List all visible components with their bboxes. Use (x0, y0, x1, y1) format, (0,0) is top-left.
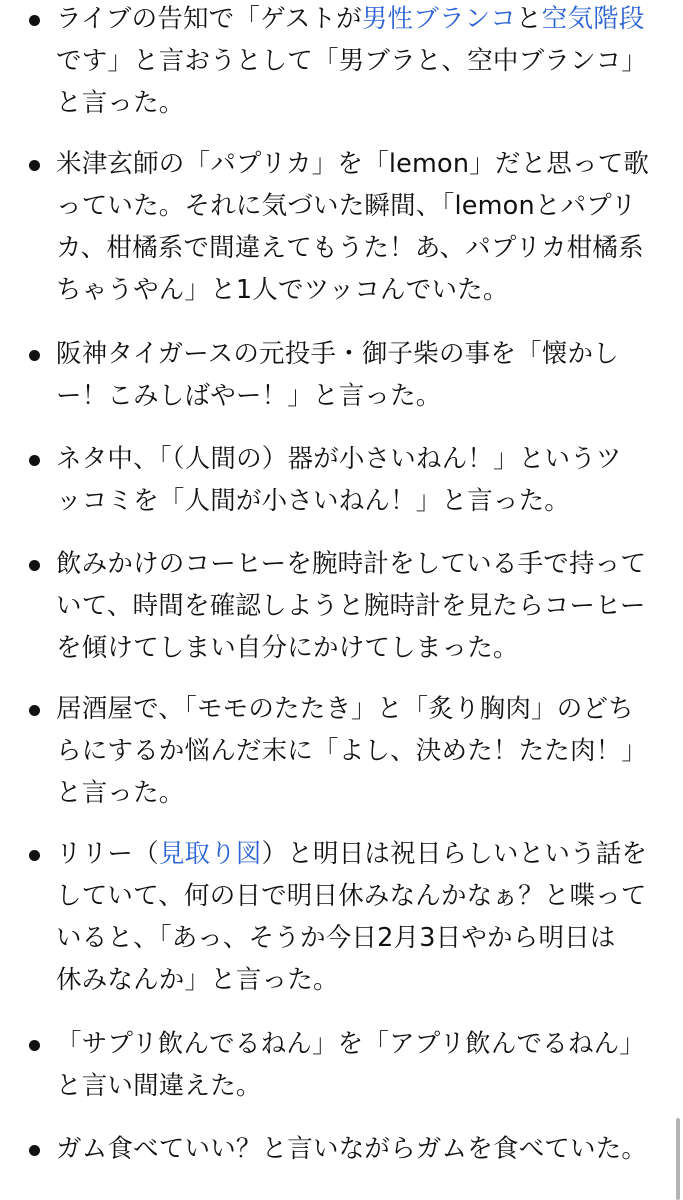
list-item-text (56, 833, 656, 1001)
text-segment: っていた。それに気づいた瞬間、「lemonとパプリ (56, 191, 637, 221)
text-segment: 飲みかけのコーヒーを腕時計をしている手で持って (56, 549, 647, 579)
text-line (56, 1128, 656, 1170)
text-segment: していて、何の日で明日休みなんかなぁ？と喋って (56, 881, 647, 911)
list-item-text (56, 1023, 656, 1107)
text-segment: ガム食べていい？と言いながらガムを食べていた。 (56, 1134, 648, 1164)
bullet-icon (29, 560, 40, 571)
text-line (56, 82, 656, 124)
text-segment: ネタ中、「（人間の）器が小さいねん！」というツ (56, 444, 622, 474)
bullet-icon (29, 1040, 40, 1051)
text-segment: 阪神タイガースの元投手・御子柴の事を「懐かし (56, 339, 619, 369)
bullet-icon (29, 350, 40, 361)
text-line (56, 1023, 656, 1065)
bullet-icon (29, 160, 40, 171)
text-line (56, 0, 656, 40)
text-segment: 居酒屋で、「モモのたたき」と「炙り胸肉」のどち (56, 694, 634, 724)
text-segment: いて、時間を確認しようと腕時計を見たらコーヒー (56, 591, 646, 621)
text-line (56, 688, 656, 730)
wiki-link[interactable]: 見取り図 (158, 839, 262, 869)
text-line (56, 730, 656, 772)
bullet-icon (29, 455, 40, 466)
text-segment: ー！こみしばやー！」と言った。 (56, 381, 442, 411)
text-line (56, 585, 656, 627)
text-segment: ッコミを「人間が小さいねん！」と言った。 (56, 486, 571, 516)
text-line (56, 480, 656, 522)
text-segment: を傾けてしまい自分にかけてしまった。 (56, 633, 519, 663)
text-line (56, 185, 656, 227)
text-segment: ライブの告知で「ゲストが (56, 4, 362, 34)
text-line (56, 227, 656, 269)
list-item-text (56, 543, 656, 669)
text-segment: と (516, 4, 542, 34)
wiki-link[interactable]: 男性ブランコ (361, 4, 517, 34)
bullet-icon (29, 1145, 40, 1156)
text-segment: と言った。 (56, 88, 185, 118)
wiki-link[interactable]: 空気階段 (541, 4, 645, 34)
text-line (56, 833, 656, 875)
text-segment: いると、「あっ、そうか今日2月3日やから明日は (56, 923, 616, 953)
scrollbar[interactable] (676, 1118, 680, 1200)
text-segment: と言った。 (56, 778, 185, 808)
text-segment: ）と明日は祝日らしいという話を (261, 839, 648, 869)
text-segment: らにするか悩んだ末に「よし、決めた！たた肉！」 (56, 736, 648, 766)
text-segment: リリー（ (56, 839, 159, 869)
text-segment: ちゃうやん」と1人でツッコんでいた。 (56, 275, 509, 305)
bullet-icon (29, 705, 40, 716)
text-line (56, 438, 656, 480)
text-line (56, 627, 656, 669)
text-line (56, 772, 656, 814)
text-line (56, 875, 656, 917)
text-line (56, 1065, 656, 1107)
text-line (56, 959, 656, 1001)
text-line (56, 143, 656, 185)
text-line (56, 40, 656, 82)
text-segment: 「サプリ飲んでるねん」を「アプリ飲んでるねん」 (56, 1029, 646, 1059)
text-segment: と言い間違えた。 (56, 1071, 262, 1101)
text-segment: です」と言おうとして「男ブラと、空中ブランコ」 (56, 46, 648, 76)
text-line (56, 917, 656, 959)
text-line (56, 375, 656, 417)
list-item-text (56, 143, 656, 311)
list-item-text (56, 688, 656, 814)
text-line (56, 269, 656, 311)
text-line (56, 543, 656, 585)
text-segment: 米津玄師の「パプリカ」を「lemon」だと思って歌 (56, 149, 650, 179)
list-item-text (56, 333, 656, 417)
text-segment: カ、柑橘系で間違えてもうた！あ、パプリカ柑橘系 (56, 233, 644, 263)
text-line (56, 333, 656, 375)
bullet-icon (29, 15, 40, 26)
list-item-text (56, 0, 656, 124)
bullet-icon (29, 850, 40, 861)
list-item-text (56, 1128, 656, 1170)
list-item-text (56, 438, 656, 522)
text-segment: 休みなんか」と言った。 (56, 965, 339, 995)
